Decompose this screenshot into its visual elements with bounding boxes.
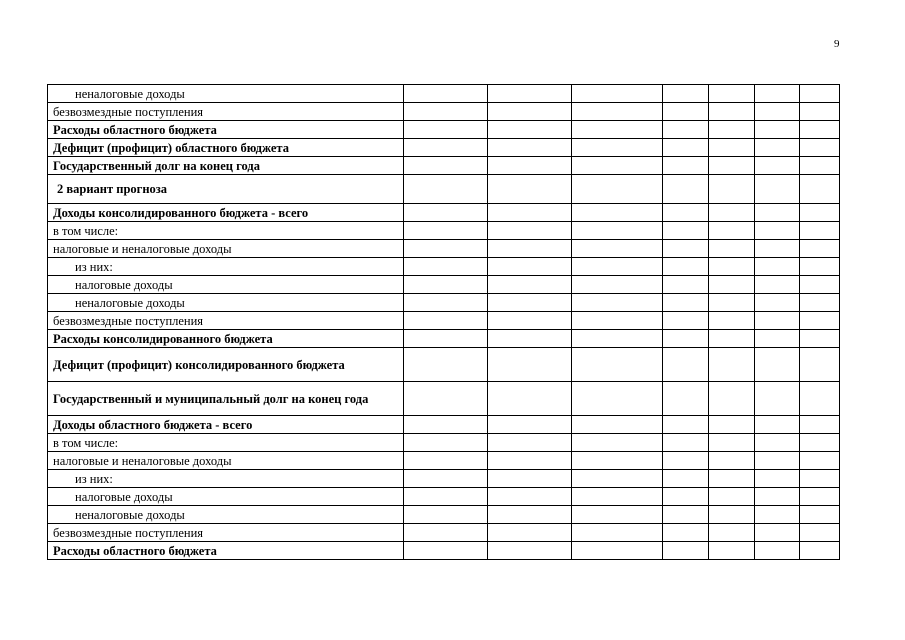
value-cell xyxy=(488,416,572,434)
table-row xyxy=(48,330,840,348)
value-cell xyxy=(755,175,800,204)
value-cell xyxy=(755,348,800,382)
value-cell xyxy=(404,139,488,157)
value-cell xyxy=(488,85,572,103)
value-cell xyxy=(800,139,840,157)
row-label: безвозмездные поступления xyxy=(48,312,404,330)
value-cell xyxy=(800,348,840,382)
value-cell xyxy=(800,506,840,524)
table-row xyxy=(48,488,840,506)
value-cell xyxy=(755,470,800,488)
value-cell xyxy=(663,276,709,294)
value-cell xyxy=(572,103,663,121)
value-cell xyxy=(488,258,572,276)
value-cell xyxy=(572,542,663,560)
row-label: налоговые доходы xyxy=(48,276,404,294)
value-cell xyxy=(663,348,709,382)
value-cell xyxy=(800,488,840,506)
value-cell xyxy=(572,157,663,175)
value-cell xyxy=(572,240,663,258)
value-cell xyxy=(800,222,840,240)
value-cell xyxy=(709,452,755,470)
value-cell xyxy=(709,276,755,294)
value-cell xyxy=(800,382,840,416)
table-row xyxy=(48,139,840,157)
row-label: неналоговые доходы xyxy=(48,85,404,103)
value-cell xyxy=(755,85,800,103)
value-cell xyxy=(488,240,572,258)
value-cell xyxy=(709,488,755,506)
table-row xyxy=(48,258,840,276)
value-cell xyxy=(488,204,572,222)
table-row xyxy=(48,348,840,382)
value-cell xyxy=(663,416,709,434)
value-cell xyxy=(755,294,800,312)
value-cell xyxy=(709,470,755,488)
value-cell xyxy=(663,434,709,452)
value-cell xyxy=(404,240,488,258)
value-cell xyxy=(663,488,709,506)
value-cell xyxy=(488,524,572,542)
value-cell xyxy=(488,348,572,382)
value-cell xyxy=(709,312,755,330)
value-cell xyxy=(488,330,572,348)
value-cell xyxy=(800,312,840,330)
value-cell xyxy=(800,434,840,452)
value-cell xyxy=(663,452,709,470)
value-cell xyxy=(663,204,709,222)
value-cell xyxy=(572,204,663,222)
value-cell xyxy=(800,470,840,488)
value-cell xyxy=(404,294,488,312)
value-cell xyxy=(488,139,572,157)
value-cell xyxy=(404,542,488,560)
row-label: Доходы консолидированного бюджета - всего xyxy=(48,204,404,222)
value-cell xyxy=(572,276,663,294)
value-cell xyxy=(800,157,840,175)
value-cell xyxy=(663,85,709,103)
value-cell xyxy=(488,506,572,524)
value-cell xyxy=(404,204,488,222)
value-cell xyxy=(709,258,755,276)
row-label: безвозмездные поступления xyxy=(48,103,404,121)
value-cell xyxy=(663,524,709,542)
value-cell xyxy=(572,524,663,542)
value-cell xyxy=(755,488,800,506)
value-cell xyxy=(404,312,488,330)
value-cell xyxy=(404,382,488,416)
row-label: налоговые доходы xyxy=(48,488,404,506)
value-cell xyxy=(404,121,488,139)
value-cell xyxy=(572,348,663,382)
row-label: из них: xyxy=(48,258,404,276)
value-cell xyxy=(709,294,755,312)
value-cell xyxy=(709,382,755,416)
row-label: неналоговые доходы xyxy=(48,506,404,524)
value-cell xyxy=(404,434,488,452)
value-cell xyxy=(663,222,709,240)
table-row xyxy=(48,470,840,488)
value-cell xyxy=(404,222,488,240)
value-cell xyxy=(755,434,800,452)
value-cell xyxy=(404,348,488,382)
value-cell xyxy=(488,452,572,470)
value-cell xyxy=(404,506,488,524)
value-cell xyxy=(572,175,663,204)
value-cell xyxy=(663,121,709,139)
value-cell xyxy=(755,524,800,542)
value-cell xyxy=(755,542,800,560)
value-cell xyxy=(800,542,840,560)
value-cell xyxy=(755,121,800,139)
value-cell xyxy=(755,452,800,470)
value-cell xyxy=(572,85,663,103)
value-cell xyxy=(404,470,488,488)
value-cell xyxy=(663,294,709,312)
value-cell xyxy=(488,222,572,240)
table-row xyxy=(48,506,840,524)
value-cell xyxy=(572,222,663,240)
value-cell xyxy=(572,452,663,470)
value-cell xyxy=(800,121,840,139)
value-cell xyxy=(800,416,840,434)
value-cell xyxy=(709,222,755,240)
row-label: Дефицит (профицит) консолидированного бюджета xyxy=(48,348,404,382)
value-cell xyxy=(800,258,840,276)
value-cell xyxy=(663,258,709,276)
value-cell xyxy=(488,157,572,175)
table-row xyxy=(48,121,840,139)
row-label: неналоговые доходы xyxy=(48,294,404,312)
page-number: 9 xyxy=(834,38,840,50)
value-cell xyxy=(663,506,709,524)
value-cell xyxy=(488,382,572,416)
row-label: в том числе: xyxy=(48,434,404,452)
value-cell xyxy=(755,240,800,258)
table-row xyxy=(48,157,840,175)
table-row xyxy=(48,416,840,434)
value-cell xyxy=(800,240,840,258)
value-cell xyxy=(755,258,800,276)
value-cell xyxy=(709,121,755,139)
value-cell xyxy=(709,416,755,434)
value-cell xyxy=(404,175,488,204)
row-label: 2 вариант прогноза xyxy=(48,175,404,204)
value-cell xyxy=(572,121,663,139)
value-cell xyxy=(800,175,840,204)
row-label: Расходы консолидированного бюджета xyxy=(48,330,404,348)
value-cell xyxy=(709,103,755,121)
value-cell xyxy=(404,488,488,506)
table-row xyxy=(48,222,840,240)
row-label: Дефицит (профицит) областного бюджета xyxy=(48,139,404,157)
value-cell xyxy=(572,506,663,524)
value-cell xyxy=(488,488,572,506)
value-cell xyxy=(572,488,663,506)
value-cell xyxy=(488,103,572,121)
value-cell xyxy=(663,175,709,204)
table-row xyxy=(48,175,840,204)
value-cell xyxy=(709,524,755,542)
table-row xyxy=(48,294,840,312)
table-row xyxy=(48,312,840,330)
value-cell xyxy=(572,258,663,276)
value-cell xyxy=(755,157,800,175)
value-cell xyxy=(800,276,840,294)
value-cell xyxy=(404,452,488,470)
value-cell xyxy=(488,276,572,294)
value-cell xyxy=(572,330,663,348)
value-cell xyxy=(404,416,488,434)
value-cell xyxy=(572,312,663,330)
value-cell xyxy=(488,121,572,139)
value-cell xyxy=(404,85,488,103)
value-cell xyxy=(488,434,572,452)
value-cell xyxy=(663,470,709,488)
value-cell xyxy=(488,294,572,312)
value-cell xyxy=(755,139,800,157)
value-cell xyxy=(709,139,755,157)
value-cell xyxy=(572,470,663,488)
table-row xyxy=(48,276,840,294)
table-row xyxy=(48,452,840,470)
table-row xyxy=(48,542,840,560)
value-cell xyxy=(709,157,755,175)
value-cell xyxy=(800,85,840,103)
value-cell xyxy=(572,434,663,452)
row-label: из них: xyxy=(48,470,404,488)
value-cell xyxy=(404,258,488,276)
value-cell xyxy=(663,382,709,416)
value-cell xyxy=(404,103,488,121)
value-cell xyxy=(755,276,800,294)
value-cell xyxy=(755,204,800,222)
value-cell xyxy=(404,276,488,294)
value-cell xyxy=(572,416,663,434)
value-cell xyxy=(800,204,840,222)
row-label: в том числе: xyxy=(48,222,404,240)
row-label: налоговые и неналоговые доходы xyxy=(48,240,404,258)
table-row xyxy=(48,85,840,103)
value-cell xyxy=(488,470,572,488)
table-row xyxy=(48,382,840,416)
value-cell xyxy=(572,294,663,312)
value-cell xyxy=(488,175,572,204)
value-cell xyxy=(404,524,488,542)
row-label: налоговые и неналоговые доходы xyxy=(48,452,404,470)
value-cell xyxy=(709,204,755,222)
value-cell xyxy=(755,103,800,121)
value-cell xyxy=(663,240,709,258)
table-row xyxy=(48,524,840,542)
value-cell xyxy=(663,542,709,560)
value-cell xyxy=(709,175,755,204)
table-row xyxy=(48,434,840,452)
value-cell xyxy=(800,103,840,121)
value-cell xyxy=(800,330,840,348)
table-body xyxy=(48,85,840,560)
row-label: Государственный долг на конец года xyxy=(48,157,404,175)
value-cell xyxy=(572,139,663,157)
table-row xyxy=(48,240,840,258)
value-cell xyxy=(663,157,709,175)
value-cell xyxy=(488,542,572,560)
value-cell xyxy=(755,312,800,330)
value-cell xyxy=(663,103,709,121)
budget-forecast-table xyxy=(47,84,840,560)
value-cell xyxy=(755,330,800,348)
table-row xyxy=(48,103,840,121)
value-cell xyxy=(488,312,572,330)
value-cell xyxy=(663,330,709,348)
value-cell xyxy=(755,222,800,240)
row-label: Доходы областного бюджета - всего xyxy=(48,416,404,434)
row-label: безвозмездные поступления xyxy=(48,524,404,542)
value-cell xyxy=(709,348,755,382)
value-cell xyxy=(709,542,755,560)
value-cell xyxy=(663,312,709,330)
value-cell xyxy=(404,330,488,348)
value-cell xyxy=(755,506,800,524)
value-cell xyxy=(800,294,840,312)
value-cell xyxy=(572,382,663,416)
row-label: Государственный и муниципальный долг на конец года xyxy=(48,382,404,416)
value-cell xyxy=(709,330,755,348)
value-cell xyxy=(709,240,755,258)
value-cell xyxy=(709,434,755,452)
value-cell xyxy=(663,139,709,157)
value-cell xyxy=(709,506,755,524)
value-cell xyxy=(755,416,800,434)
table-row xyxy=(48,204,840,222)
value-cell xyxy=(800,452,840,470)
value-cell xyxy=(709,85,755,103)
row-label: Расходы областного бюджета xyxy=(48,542,404,560)
value-cell xyxy=(800,524,840,542)
value-cell xyxy=(755,382,800,416)
row-label: Расходы областного бюджета xyxy=(48,121,404,139)
value-cell xyxy=(404,157,488,175)
